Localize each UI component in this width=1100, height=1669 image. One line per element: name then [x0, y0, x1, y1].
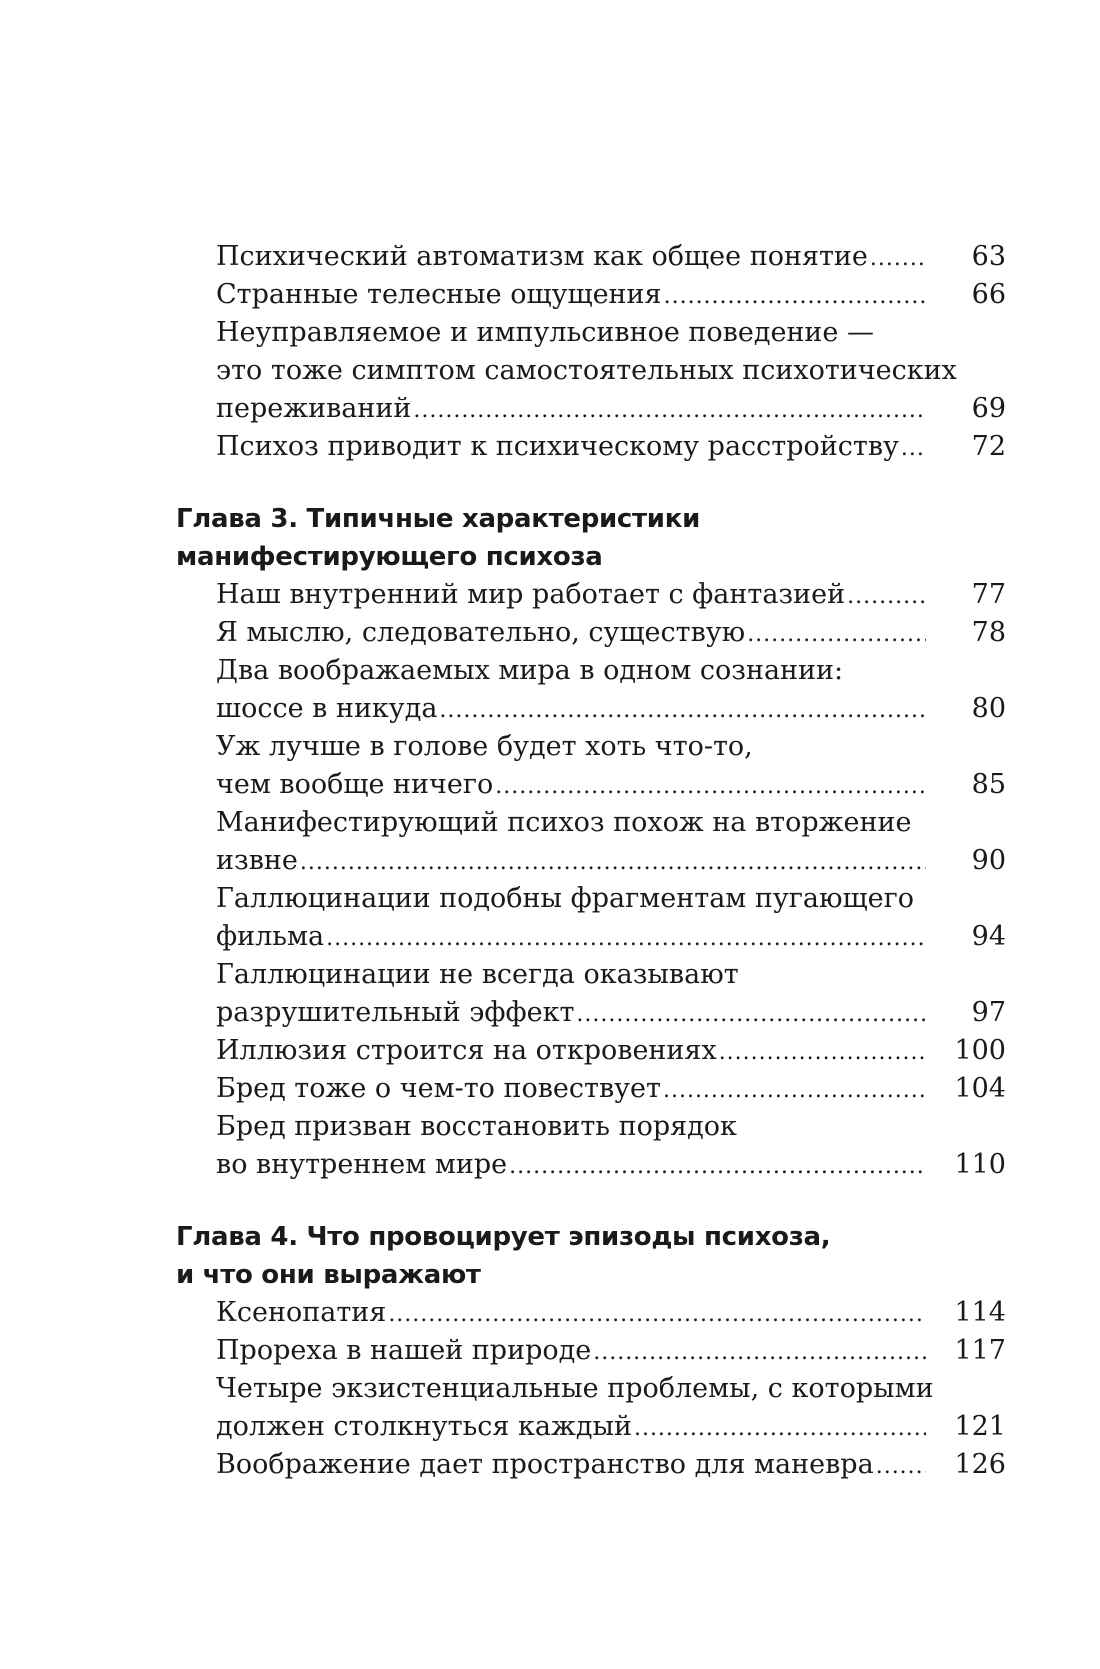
toc-entry-final-line [176, 238, 1006, 276]
page-number: 69 [971, 393, 1006, 424]
toc-entry[interactable] [176, 804, 1006, 880]
toc-entry-final-line [176, 690, 1006, 728]
page-number: 126 [954, 1449, 1006, 1480]
dot-leader [876, 1448, 926, 1486]
dot-leader [439, 692, 926, 730]
dot-leader [664, 278, 926, 316]
chapter-heading: Глава 3. Типичные характеристики [176, 504, 700, 534]
toc-entry-title: должен столкнуться каждый [216, 1411, 632, 1442]
page-number: 104 [954, 1073, 1006, 1104]
toc-entry-line [176, 880, 1006, 918]
page-number: 100 [954, 1035, 1006, 1066]
toc-entry[interactable] [176, 1032, 1006, 1070]
dot-leader [593, 1334, 926, 1372]
toc-entry-title: разрушительный эффект [216, 997, 575, 1028]
toc-entry-final-line [176, 994, 1006, 1032]
toc-entry[interactable] [176, 1332, 1006, 1370]
dot-leader [576, 996, 926, 1034]
toc-entry-final-line [176, 390, 1006, 428]
dot-leader [901, 430, 926, 468]
toc-entry-title: Прореха в нашей природе [216, 1335, 592, 1366]
toc-entry-title: Я мыслю, следовательно, существую [216, 617, 746, 648]
page-number: 78 [971, 617, 1006, 648]
toc-entry-title: Странные телесные ощущения [216, 279, 662, 310]
toc-entry-title: Бред тоже о чем-то повествует [216, 1073, 661, 1104]
toc-entry-title: Манифестирующий психоз похож на вторжение [216, 807, 912, 838]
toc-entry-final-line [176, 1032, 1006, 1070]
toc-entry[interactable] [176, 956, 1006, 1032]
toc-entry-line [176, 804, 1006, 842]
toc-entry-title: Воображение дает пространство для маневра [216, 1449, 874, 1480]
toc-entry-title: чем вообще ничего [216, 769, 494, 800]
toc-entry-title: Неуправляемое и импульсивное поведение — [216, 317, 874, 348]
dot-leader [719, 1034, 926, 1072]
toc-entry-title: Бред призван восстановить порядок [216, 1111, 737, 1142]
toc-entry[interactable] [176, 314, 1006, 428]
toc-entry-title: Ксенопатия [216, 1297, 387, 1328]
toc-entry[interactable] [176, 614, 1006, 652]
dot-leader [326, 920, 926, 958]
toc-entry-final-line [176, 428, 1006, 466]
toc-entry-line [176, 652, 1006, 690]
toc-entry-line [176, 352, 1006, 390]
dot-leader [300, 844, 926, 882]
toc-entry[interactable] [176, 276, 1006, 314]
page-number: 85 [971, 769, 1006, 800]
toc-entry-title: Четыре экзистенциальные проблемы, с которыми [216, 1373, 934, 1404]
dot-leader [509, 1148, 926, 1186]
toc-entry-title: извне [216, 845, 298, 876]
page-number: 117 [954, 1335, 1006, 1366]
page-number: 80 [971, 693, 1006, 724]
chapter-heading: манифестирующего психоза [176, 542, 603, 572]
page-number: 90 [971, 845, 1006, 876]
toc-entry-final-line [176, 614, 1006, 652]
toc-entry[interactable] [176, 1370, 1006, 1446]
toc-entry[interactable] [176, 880, 1006, 956]
page-number: 72 [971, 431, 1006, 462]
toc-entry-title: Два воображаемых мира в одном сознании: [216, 655, 844, 686]
page-number: 66 [971, 279, 1006, 310]
toc-entry-title: Психический автоматизм как общее понятие [216, 241, 868, 272]
dot-leader [663, 1072, 926, 1110]
page-number: 114 [954, 1297, 1006, 1328]
dot-leader [388, 1296, 926, 1334]
toc-entry-final-line [176, 1408, 1006, 1446]
toc-entry-line [176, 1370, 1006, 1408]
toc-entry-final-line [176, 1446, 1006, 1484]
toc-entry-title: Галлюцинации подобны фрагментам пугающего [216, 883, 914, 914]
dot-leader [495, 768, 926, 806]
toc-entry-title: Уж лучше в голове будет хоть что-то, [216, 731, 753, 762]
toc-entry-title: шоссе в никуда [216, 693, 438, 724]
page-number: 77 [971, 579, 1006, 610]
toc-entry[interactable] [176, 1446, 1006, 1484]
page-number: 94 [971, 921, 1006, 952]
toc-entry-title: фильма [216, 921, 325, 952]
dot-leader [634, 1410, 926, 1448]
page-number: 110 [954, 1149, 1006, 1180]
toc-entry[interactable] [176, 428, 1006, 466]
toc-entry-line [176, 1108, 1006, 1146]
toc-entry-title: Психоз приводит к психическому расстройству [216, 431, 899, 462]
chapter-heading: Глава 4. Что провоцирует эпизоды психоза, [176, 1222, 831, 1252]
toc-entry-title: во внутреннем мире [216, 1149, 508, 1180]
toc-entry[interactable] [176, 728, 1006, 804]
page-number: 97 [971, 997, 1006, 1028]
toc-entry[interactable] [176, 238, 1006, 276]
toc-entry-final-line [176, 1332, 1006, 1370]
toc-entry-title: это тоже симптом самостоятельных психотических [216, 355, 957, 386]
toc-entry-final-line [176, 918, 1006, 956]
toc-entry[interactable] [176, 1294, 1006, 1332]
toc-entry-final-line [176, 576, 1006, 614]
toc-entry-final-line [176, 276, 1006, 314]
section-gap [176, 466, 1006, 500]
toc-entry-line [176, 956, 1006, 994]
toc-entry-line [176, 314, 1006, 352]
toc-entry[interactable] [176, 652, 1006, 728]
dot-leader [870, 240, 926, 278]
toc-entry-final-line [176, 1146, 1006, 1184]
toc-entry-final-line [176, 766, 1006, 804]
dot-leader [847, 578, 926, 616]
toc-entry-final-line [176, 1294, 1006, 1332]
chapter-heading: и что они выражают [176, 1260, 481, 1290]
toc-entry-final-line [176, 842, 1006, 880]
toc-entry[interactable] [176, 1070, 1006, 1108]
page-number: 121 [954, 1411, 1006, 1442]
toc-entry[interactable] [176, 1108, 1006, 1184]
dot-leader [413, 392, 926, 430]
toc-entry-title: Наш внутренний мир работает с фантазией [216, 579, 846, 610]
page-number: 63 [971, 241, 1006, 272]
toc-entry-title: Галлюцинации не всегда оказывают [216, 959, 739, 990]
section-gap [176, 1184, 1006, 1218]
toc-entry-line [176, 728, 1006, 766]
table-of-contents [176, 238, 1006, 1484]
toc-entry-title: переживаний [216, 393, 412, 424]
toc-entry-title: Иллюзия строится на откровениях [216, 1035, 717, 1066]
toc-entry[interactable] [176, 576, 1006, 614]
dot-leader [747, 616, 926, 654]
toc-entry-final-line [176, 1070, 1006, 1108]
